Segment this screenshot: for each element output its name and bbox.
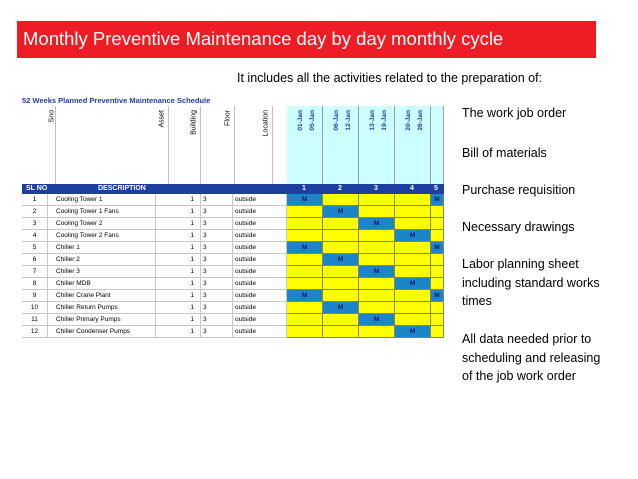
header-floor xyxy=(222,106,235,184)
table-row xyxy=(22,290,444,302)
maintenance-marker-cell: M xyxy=(359,266,395,278)
sno-cell: 1 xyxy=(156,230,201,242)
header-label: Building xyxy=(190,110,197,135)
location-cell: outside xyxy=(233,314,287,326)
sno-cell: 1 xyxy=(156,194,201,206)
activity-item: Bill of materials xyxy=(462,146,547,160)
sno-cell: 1 xyxy=(156,218,201,230)
week-start-date: 20-Jan xyxy=(405,110,412,131)
header-label: Asset xyxy=(158,110,166,128)
slide-title: Monthly Preventive Maintenance day by day monthly cycle xyxy=(23,28,504,49)
week-number: 2 xyxy=(338,185,342,192)
week-cell xyxy=(395,254,431,266)
maintenance-marker-cell: M xyxy=(395,326,431,338)
week-cell xyxy=(395,290,431,302)
maintenance-marker-cell: M xyxy=(395,230,431,242)
week-cell xyxy=(359,302,395,314)
sno-cell: 1 xyxy=(156,302,201,314)
location-cell: outside xyxy=(233,230,287,242)
sl-no-cell: 6 xyxy=(22,254,48,266)
week-cell xyxy=(431,326,444,338)
week-cell xyxy=(359,230,395,242)
description-cell: Cooling Tower 2 Fans xyxy=(48,230,156,242)
sno-cell: 1 xyxy=(156,206,201,218)
description-cell: Cooling Tower 2 xyxy=(48,218,156,230)
title-bar xyxy=(17,21,596,58)
sl-no-cell: 7 xyxy=(22,266,48,278)
week-cell xyxy=(359,278,395,290)
week-cell xyxy=(395,194,431,206)
week-start-date: 01-Jan xyxy=(297,110,304,131)
week-cell xyxy=(431,254,444,266)
sl-no-cell: 11 xyxy=(22,314,48,326)
week-end-date: 12-Jan xyxy=(345,110,352,131)
week-start-date: 13-Jan xyxy=(369,110,376,131)
week-cell xyxy=(287,314,323,326)
location-cell: outside xyxy=(233,218,287,230)
table-row xyxy=(22,326,444,338)
maintenance-marker-cell: M xyxy=(287,290,323,302)
week-date-header xyxy=(287,106,323,184)
sno-cell: 1 xyxy=(156,290,201,302)
week-number-header-bar xyxy=(287,184,444,194)
sl-no-cell: 5 xyxy=(22,242,48,254)
maintenance-marker-cell: M xyxy=(395,278,431,290)
week-cell xyxy=(323,218,359,230)
sno-cell: 1 xyxy=(156,242,201,254)
week-end-date: 26-Jan xyxy=(417,110,424,131)
week-cell xyxy=(323,290,359,302)
sl-no-cell: 2 xyxy=(22,206,48,218)
sl-no-cell: 12 xyxy=(22,326,48,338)
table-row xyxy=(22,206,444,218)
location-cell: outside xyxy=(233,254,287,266)
week-cell xyxy=(323,314,359,326)
building-cell: 3 xyxy=(201,266,233,278)
building-cell: 3 xyxy=(201,278,233,290)
table-row xyxy=(22,254,444,266)
location-cell: outside xyxy=(233,326,287,338)
week-cell xyxy=(323,278,359,290)
description-cell: Cooling Tower 1 xyxy=(48,194,156,206)
sno-cell: 1 xyxy=(156,314,201,326)
week-cell xyxy=(323,230,359,242)
maintenance-marker-cell: M xyxy=(323,254,359,266)
description-cell: Chiller 1 xyxy=(48,242,156,254)
building-cell: 3 xyxy=(201,302,233,314)
description-cell: Chiller Return Pumps xyxy=(48,302,156,314)
activity-item: Labor planning sheet including standard works times xyxy=(462,257,600,308)
week-start-date: 06-Jan xyxy=(333,110,340,131)
maintenance-schedule-sheet xyxy=(22,96,444,340)
description-cell: Chiller Primary Pumps xyxy=(48,314,156,326)
location-cell: outside xyxy=(233,206,287,218)
week-cell xyxy=(287,218,323,230)
location-cell: outside xyxy=(233,278,287,290)
table-row xyxy=(22,230,444,242)
column-header-sl: SL NO xyxy=(26,185,48,192)
week-cell xyxy=(359,206,395,218)
description-cell: Chiller MDB xyxy=(48,278,156,290)
subtitle: It includes all the activities related to the preparation of: xyxy=(237,71,543,85)
table-row xyxy=(22,194,444,206)
week-cell xyxy=(287,254,323,266)
week-cell xyxy=(359,254,395,266)
week-date-header xyxy=(323,106,359,184)
week-cell xyxy=(395,242,431,254)
sl-no-cell: 1 xyxy=(22,194,48,206)
building-cell: 3 xyxy=(201,314,233,326)
week-end-date: 19-Jan xyxy=(381,110,388,131)
schedule-title: 52 Weeks Planned Preventive Maintenance Schedule xyxy=(22,96,211,105)
maintenance-marker-cell: M xyxy=(359,314,395,326)
week-cell xyxy=(287,278,323,290)
week-cell xyxy=(395,266,431,278)
maintenance-marker-cell: M xyxy=(323,206,359,218)
maintenance-marker-cell: M xyxy=(287,242,323,254)
description-cell: Chiller 3 xyxy=(48,266,156,278)
table-row xyxy=(22,302,444,314)
header-label: Floor xyxy=(224,110,232,126)
maintenance-marker-cell: M xyxy=(287,194,323,206)
description-cell: Chiller 2 xyxy=(48,254,156,266)
header-location xyxy=(260,106,273,184)
maintenance-marker-cell: M xyxy=(431,242,444,254)
activity-item: All data needed prior to scheduling and releasing of the job work order xyxy=(462,332,601,383)
header-label: Location xyxy=(262,110,270,137)
building-cell: 3 xyxy=(201,218,233,230)
building-cell: 3 xyxy=(201,206,233,218)
week-number: 1 xyxy=(302,185,306,192)
week-date-header xyxy=(431,106,444,184)
week-cell xyxy=(323,194,359,206)
building-cell: 3 xyxy=(201,230,233,242)
building-cell: 3 xyxy=(201,194,233,206)
location-cell: outside xyxy=(233,302,287,314)
week-cell xyxy=(287,302,323,314)
week-cell xyxy=(395,302,431,314)
maintenance-marker-cell: M xyxy=(431,290,444,302)
week-cell xyxy=(287,326,323,338)
header-asset xyxy=(156,106,169,184)
location-cell: outside xyxy=(233,242,287,254)
week-cell xyxy=(287,266,323,278)
week-cell xyxy=(359,194,395,206)
building-cell: 3 xyxy=(201,242,233,254)
building-cell: 3 xyxy=(201,326,233,338)
week-cell xyxy=(431,206,444,218)
sno-cell: 1 xyxy=(156,254,201,266)
sl-no-cell: 10 xyxy=(22,302,48,314)
week-cell xyxy=(395,206,431,218)
sl-no-cell: 8 xyxy=(22,278,48,290)
building-cell: 3 xyxy=(201,290,233,302)
week-cell xyxy=(287,206,323,218)
week-cell xyxy=(431,278,444,290)
week-cell xyxy=(359,290,395,302)
location-cell: outside xyxy=(233,194,287,206)
week-cell xyxy=(323,326,359,338)
week-cell xyxy=(359,242,395,254)
activity-item: Necessary drawings xyxy=(462,220,575,234)
table-row xyxy=(22,314,444,326)
week-date-header xyxy=(359,106,395,184)
table-row xyxy=(22,278,444,290)
week-cell xyxy=(323,266,359,278)
week-cell xyxy=(431,230,444,242)
table-row xyxy=(22,266,444,278)
activity-item: The work job order xyxy=(462,106,567,120)
week-cell xyxy=(395,218,431,230)
description-cell: Chiller Condenser Pumps xyxy=(48,326,156,338)
maintenance-marker-cell: M xyxy=(431,194,444,206)
week-number: 4 xyxy=(410,185,414,192)
week-number: 3 xyxy=(374,185,378,192)
week-cell xyxy=(287,230,323,242)
building-cell: 3 xyxy=(201,254,233,266)
sl-no-cell: 3 xyxy=(22,218,48,230)
week-cell xyxy=(431,218,444,230)
sno-cell: 1 xyxy=(156,326,201,338)
column-header-bar xyxy=(22,184,287,194)
header-building xyxy=(187,106,201,184)
sl-no-cell: 9 xyxy=(22,290,48,302)
description-cell: Cooling Tower 1 Fans xyxy=(48,206,156,218)
sno-cell: 1 xyxy=(156,266,201,278)
week-cell xyxy=(359,326,395,338)
column-header-description: DESCRIPTION xyxy=(98,185,146,192)
week-cell xyxy=(431,314,444,326)
week-number: 5 xyxy=(434,185,438,192)
table-row xyxy=(22,242,444,254)
maintenance-marker-cell: M xyxy=(359,218,395,230)
week-cell xyxy=(323,242,359,254)
week-end-date: 05-Jan xyxy=(309,110,316,131)
sl-no-cell: 4 xyxy=(22,230,48,242)
location-cell: outside xyxy=(233,266,287,278)
header-label: Sno xyxy=(48,110,55,123)
week-cell xyxy=(431,266,444,278)
description-cell: Chiller Crane Plant xyxy=(48,290,156,302)
location-cell: outside xyxy=(233,290,287,302)
header-sno xyxy=(48,106,56,184)
week-cell xyxy=(431,302,444,314)
maintenance-marker-cell: M xyxy=(323,302,359,314)
table-row xyxy=(22,218,444,230)
sno-cell: 1 xyxy=(156,278,201,290)
activity-item: Purchase requisition xyxy=(462,183,576,197)
week-cell xyxy=(395,314,431,326)
week-date-header xyxy=(395,106,431,184)
